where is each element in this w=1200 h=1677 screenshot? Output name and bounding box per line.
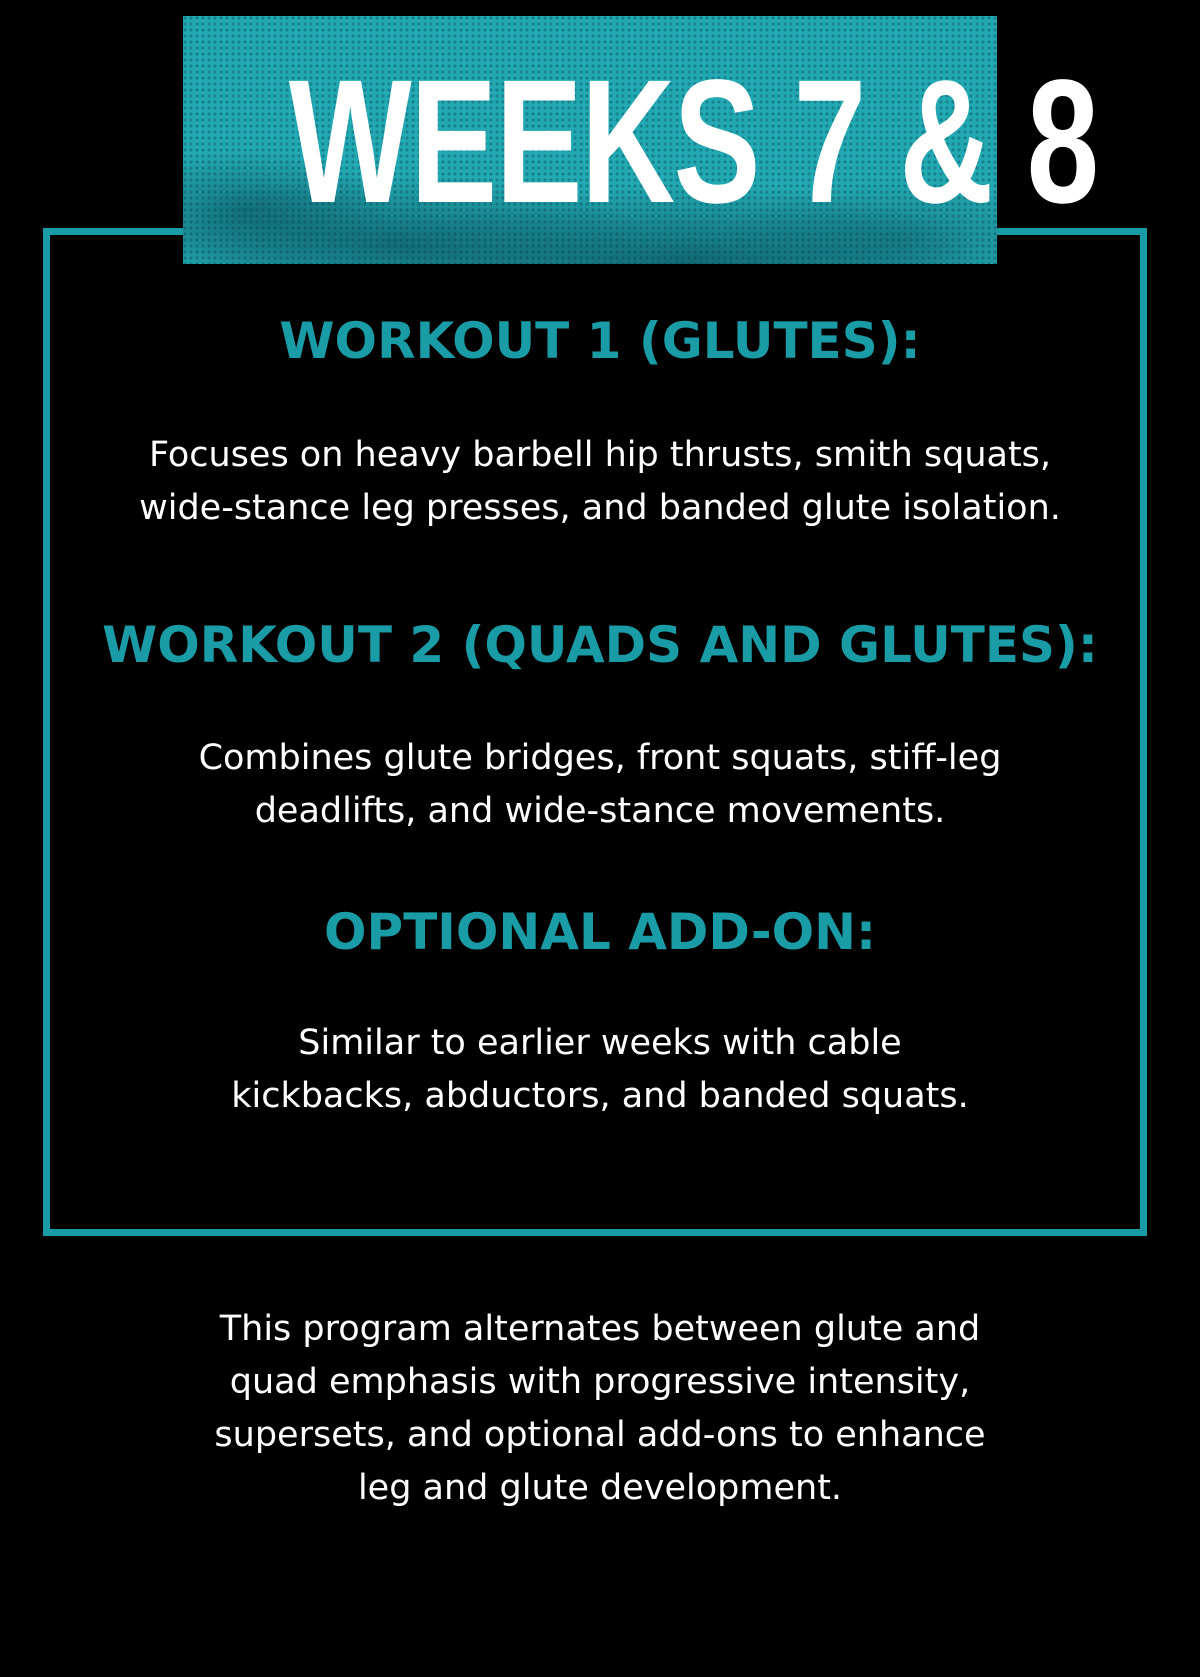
workout-1-description <box>60 429 1140 535</box>
description-line: Combines glute bridges, front squats, stiff-leg <box>198 738 1002 778</box>
description-line: kickbacks, abductors, and banded squats. <box>231 1076 969 1116</box>
page-title: WEEKS 7 & 8 <box>288 44 1098 240</box>
summary-line: quad emphasis with progressive intensity, <box>229 1362 971 1402</box>
optional-add-on-heading: OPTIONAL ADD-ON: <box>324 903 876 961</box>
workout-2-heading: WORKOUT 2 (QUADS AND GLUTES): <box>102 616 1098 674</box>
workout-2-description <box>60 732 1140 838</box>
workout-1-heading: WORKOUT 1 (GLUTES): <box>279 312 921 370</box>
summary-line: supersets, and optional add-ons to enhance <box>214 1415 986 1455</box>
title-banner <box>183 16 1098 264</box>
program-summary <box>60 1303 1140 1515</box>
summary-line: leg and glute development. <box>357 1468 843 1508</box>
summary-line: This program alternates between glute and <box>219 1309 981 1349</box>
description-line: wide-stance leg presses, and banded glute isolation. <box>139 488 1061 528</box>
optional-add-on-description <box>60 1017 1140 1123</box>
description-line: Focuses on heavy barbell hip thrusts, smith squats, <box>148 435 1052 475</box>
description-line: Similar to earlier weeks with cable <box>298 1023 902 1063</box>
description-line: deadlifts, and wide-stance movements. <box>254 791 946 831</box>
